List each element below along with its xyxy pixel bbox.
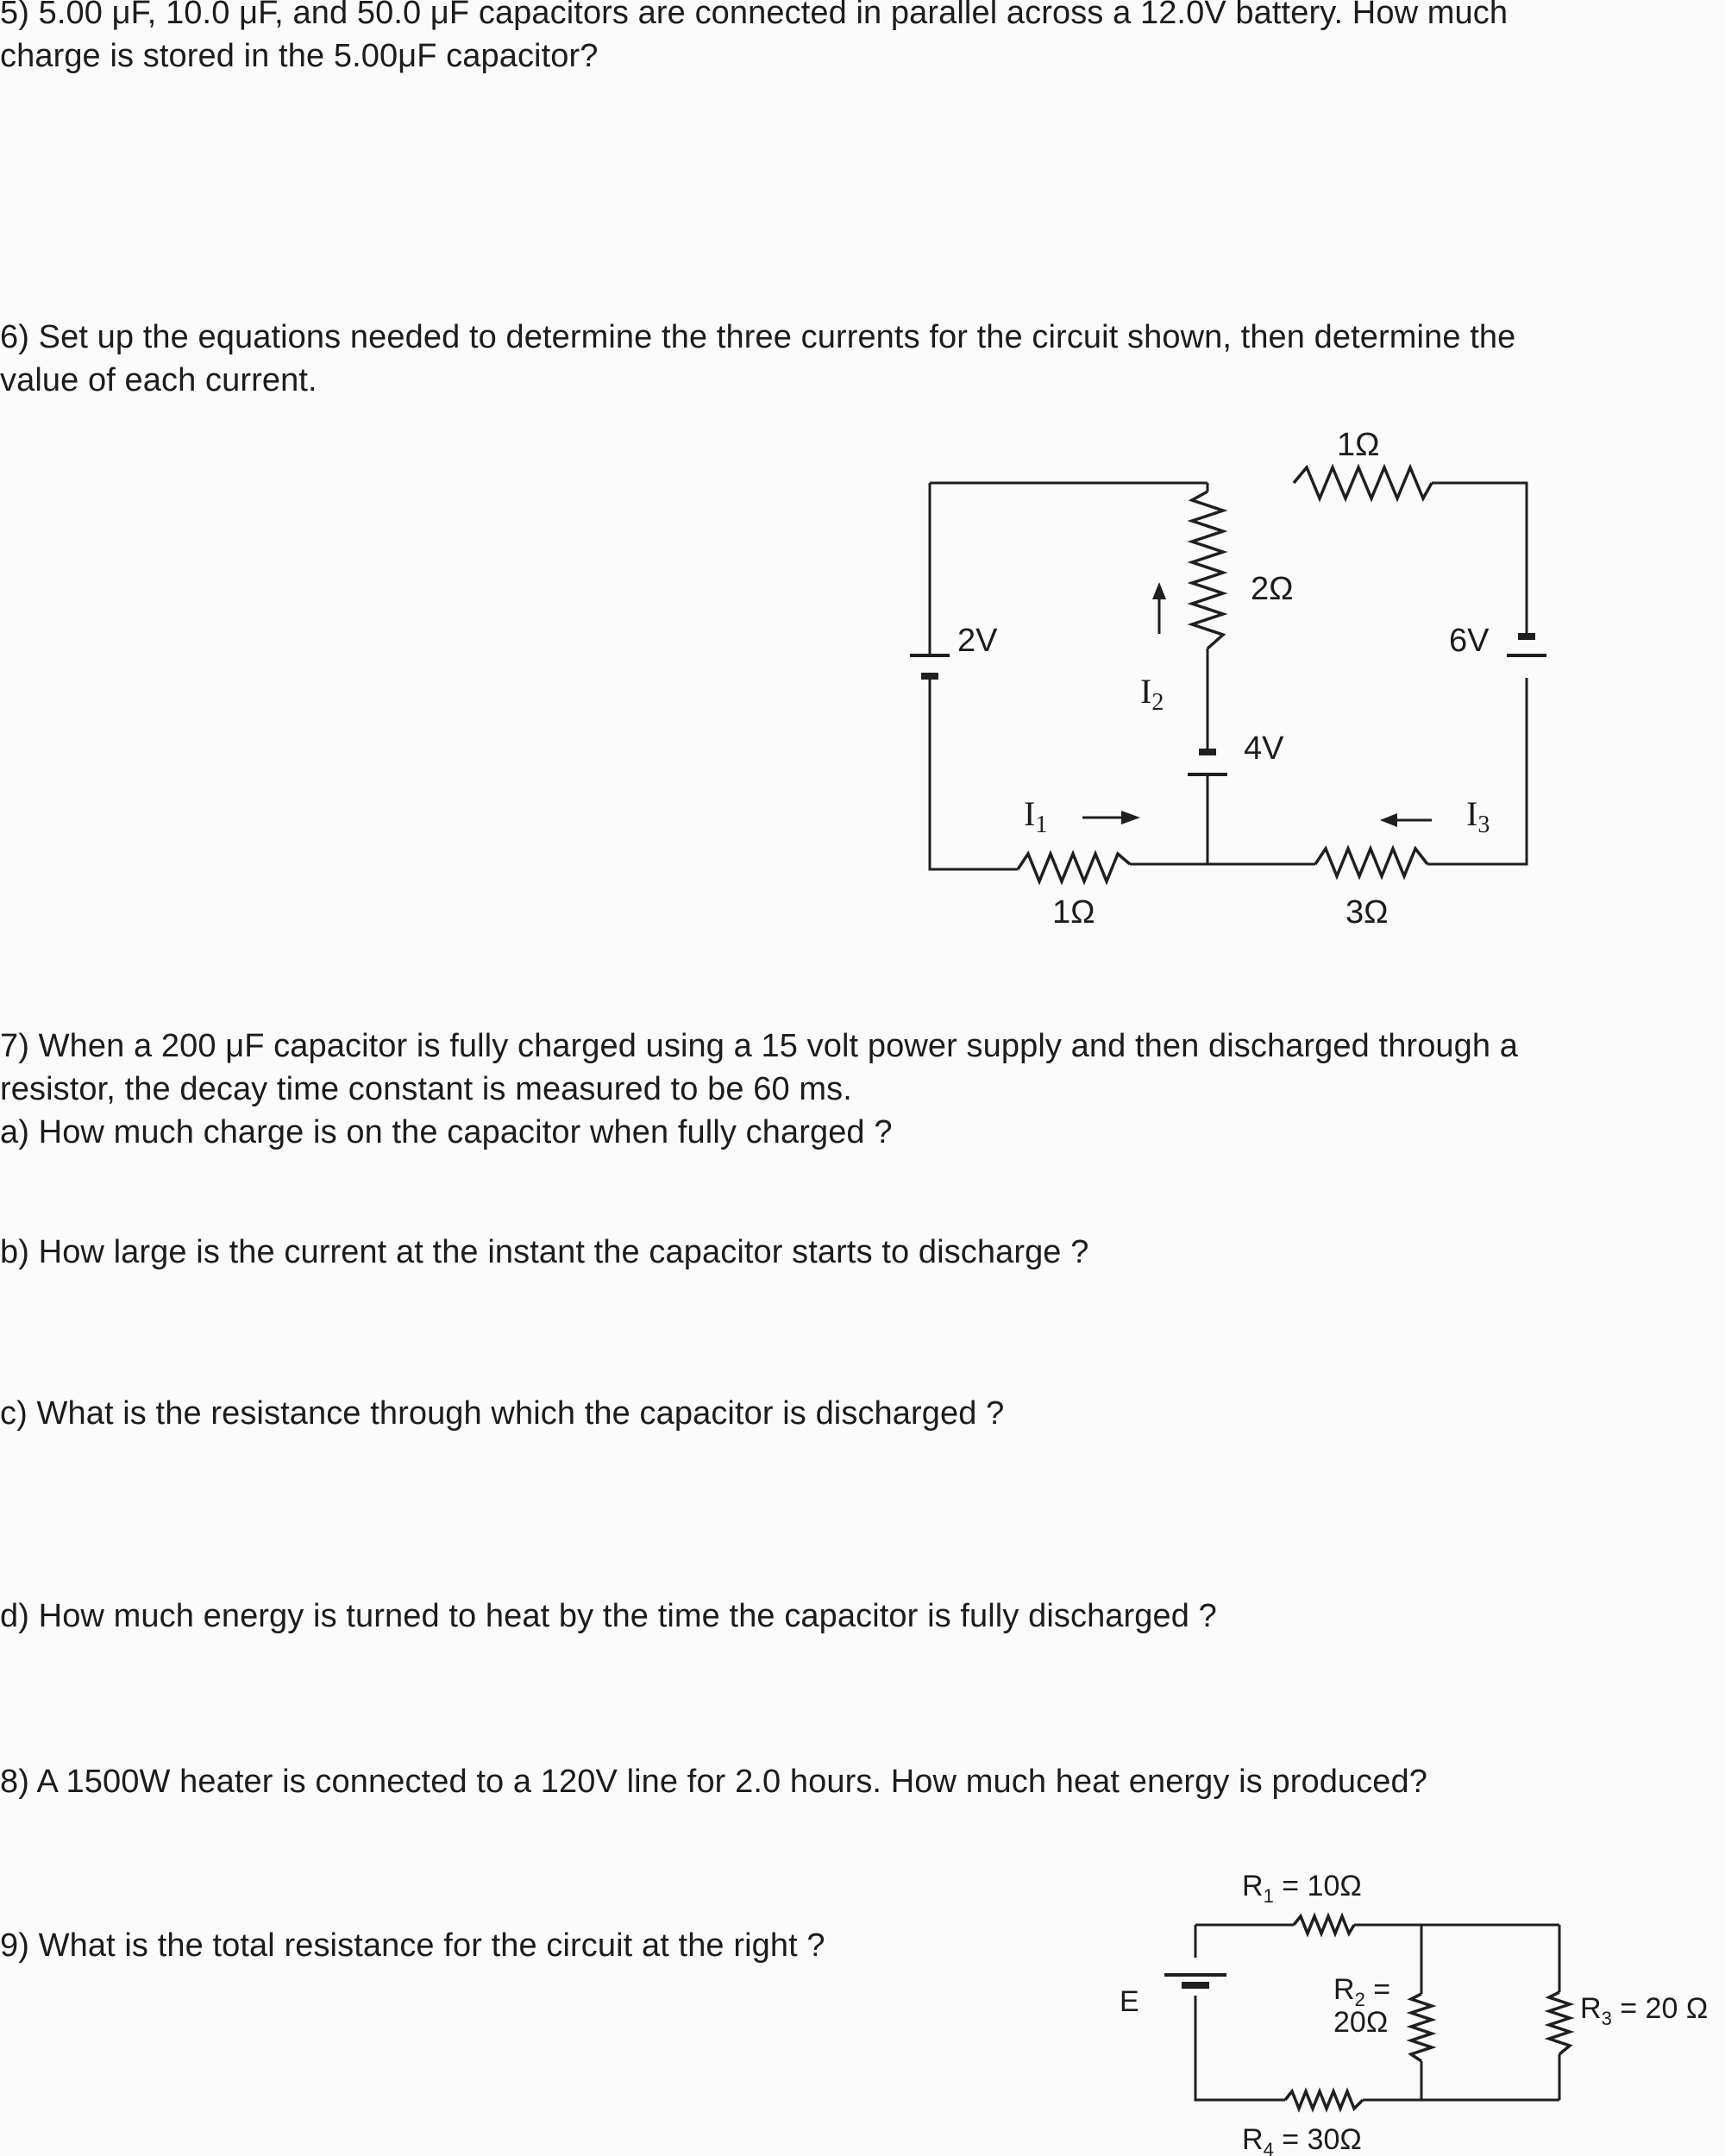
question-5 <box>0 0 1508 78</box>
circuit2-label-r4: $R_4 = 30\Omega$ <box>1242 2123 1362 2156</box>
circuit2-label-r2: $R_2$ = <box>1333 1973 1391 2010</box>
circuit1-label-r-bottom-left: 1Ω <box>1052 894 1095 931</box>
question-7-line-2: resistor, the decay time constant is measured to be 60 ms. <box>0 1071 852 1107</box>
circuit1-label-battery-middle: 4V <box>1244 730 1284 767</box>
circuit2-resistor-r2 <box>1411 1994 1432 2061</box>
question-8: 8) A 1500W heater is connected to a 120V line for 2.0 hours. How much heat energy is produced? <box>0 1764 1427 1800</box>
question-7c: c) What is the resistance through which the capacitor is discharged ? <box>0 1395 1005 1432</box>
circuit-diagram-q6 <box>914 405 1544 940</box>
question-7 <box>0 1025 1518 1154</box>
circuit1-label-i1: $I_1$ <box>1024 794 1048 838</box>
circuit1-label-r-mid: 2Ω <box>1251 571 1294 607</box>
question-9: 9) What is the total resistance for the circuit at the right ? <box>0 1927 825 1964</box>
circuit1-resistor-top <box>1294 467 1432 498</box>
circuit2-wire-left-bottom <box>1195 1996 1285 2100</box>
circuit1-resistor-bottom-right <box>1315 849 1427 876</box>
circuit1-label-battery-left: 2V <box>957 623 998 659</box>
circuit2-label-r3: $R_3 = 20$ Ω <box>1580 1992 1709 2029</box>
circuit1-arrow-i2-head <box>1152 582 1166 599</box>
question-7d: d) How much energy is turned to heat by the time the capacitor is fully discharged ? <box>0 1598 1217 1634</box>
circuit1-arrow-i1-head <box>1121 811 1140 824</box>
circuit1-wire-top-right <box>1432 483 1527 638</box>
circuit1-resistor-middle <box>1192 492 1223 649</box>
question-6 <box>0 316 1515 402</box>
circuit1-wire-left-lower <box>930 680 1018 869</box>
circuit1-resistor-bottom-left <box>1018 854 1130 881</box>
circuit2-label-emf: E <box>1120 1985 1139 2018</box>
circuit2-label-r2-value: 20Ω <box>1333 2006 1389 2039</box>
circuit2-resistor-r1 <box>1294 1916 1354 1934</box>
circuit1-label-battery-right: 6V <box>1449 623 1490 659</box>
circuit-diagram-q9 <box>1113 1854 1725 2156</box>
circuit2-label-r1: $R_1 = 10\Omega$ <box>1242 1870 1362 1907</box>
circuit1-label-r-bottom-right: 3Ω <box>1346 894 1389 931</box>
circuit2-resistor-r4 <box>1285 2091 1363 2109</box>
question-7b: b) How large is the current at the instant the capacitor starts to discharge ? <box>0 1234 1089 1270</box>
question-6-line-1: 6) Set up the equations needed to determine the three currents for the circuit shown, then determine the <box>0 319 1516 355</box>
circuit1-arrow-i3-head <box>1380 813 1397 827</box>
circuit1-label-i3: $I_3$ <box>1466 794 1490 838</box>
circuit1-label-r-top: 1Ω <box>1337 427 1380 463</box>
circuit2-resistor-r3 <box>1549 1992 1570 2054</box>
question-6-line-2: value of each current. <box>0 362 317 398</box>
question-7-line-1: 7) When a 200 μF capacitor is fully charged using a 15 volt power supply and then discharged through a <box>0 1028 1519 1064</box>
question-7a: a) How much charge is on the capacitor when fully charged ? <box>0 1114 893 1150</box>
question-5-line-2: charge is stored in the 5.00μF capacitor? <box>0 38 599 74</box>
circuit1-label-i2: $I_2$ <box>1140 672 1164 716</box>
question-5-line-1: 5) 5.00 μF, 10.0 μF, and 50.0 μF capacitors are connected in parallel across a 12.0V battery. How much <box>0 0 1509 31</box>
